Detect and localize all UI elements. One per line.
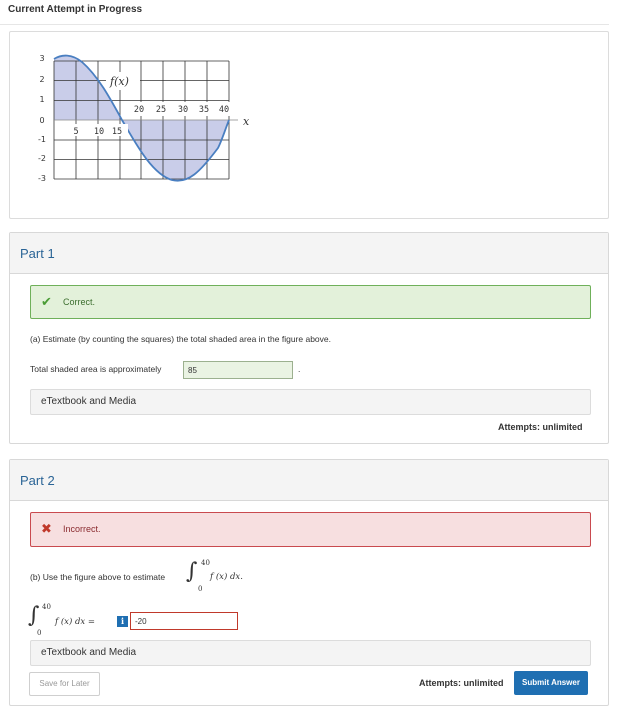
integral-upper-limit: 40 [201, 559, 210, 567]
part-2-title: Part 2 [20, 473, 55, 488]
answer-integral-sign: ∫ [28, 603, 40, 628]
x-tick-label: 35 [198, 105, 210, 115]
figure-panel [9, 31, 609, 219]
answer-lower-limit: 0 [37, 629, 42, 637]
y-tick-label: 0 [39, 116, 45, 125]
etextbook-media-1[interactable] [30, 389, 591, 415]
answer-a-input[interactable]: 85 [183, 361, 293, 379]
y-tick-label: 2 [39, 75, 45, 84]
feedback-text: Correct. [63, 297, 96, 307]
shaded-negative-region [122, 120, 229, 181]
function-label: f(x) [110, 75, 129, 88]
function-graph [10, 32, 608, 218]
x-tick-label: 25 [155, 105, 167, 115]
attempts-label-2: Attempts: unlimited [419, 678, 504, 688]
part-1-header [10, 233, 608, 274]
submit-answer-button[interactable]: Submit Answer [514, 671, 588, 695]
save-for-later-button[interactable]: Save for Later [29, 672, 100, 696]
incorrect-feedback [30, 512, 591, 547]
answer-b-label: f (x) dx = [55, 617, 96, 627]
etextbook-media-2[interactable] [30, 640, 591, 666]
header-title: Current Attempt in Progress [8, 4, 143, 15]
y-tick-label: -1 [38, 135, 46, 144]
question-b-text: (b) Use the figure above to estimate [30, 572, 166, 582]
integral-sign: ∫ [186, 559, 198, 584]
y-tick-label: -2 [38, 154, 46, 163]
answer-a-suffix: . [298, 364, 301, 374]
feedback-text: Incorrect. [63, 524, 101, 534]
correct-feedback [30, 285, 591, 319]
question-a-text: (a) Estimate (by counting the squares) the total shaded area in the figure above. [30, 334, 331, 344]
x-tick-label: 15 [111, 127, 123, 137]
integral-lower-limit: 0 [198, 585, 203, 593]
y-tick-label: 1 [39, 95, 45, 104]
x-tick-label: 20 [133, 105, 145, 115]
x-tick-label: 40 [218, 105, 230, 115]
x-mark-icon: ✖ [41, 521, 52, 536]
attempts-label-1: Attempts: unlimited [498, 422, 583, 432]
answer-a-label: Total shaded area is approximately [30, 364, 162, 374]
answer-upper-limit: 40 [42, 603, 51, 611]
question-b-integrand: f (x) dx. [210, 572, 243, 582]
info-icon[interactable]: i [117, 616, 128, 627]
etextbook-label: eTextbook and Media [41, 647, 137, 658]
header-divider [0, 24, 609, 25]
x-tick-label: 10 [93, 127, 105, 137]
answer-b-input[interactable]: -20 [130, 612, 238, 630]
part-1-title: Part 1 [20, 246, 55, 261]
check-icon: ✔ [41, 294, 52, 309]
x-tick-label: 30 [177, 105, 189, 115]
etextbook-label: eTextbook and Media [41, 396, 137, 407]
y-tick-label: 3 [39, 54, 45, 63]
x-axis-label: x [243, 115, 250, 128]
part-2-panel [9, 459, 609, 706]
part-2-header [10, 460, 608, 501]
x-tick-label: 5 [73, 127, 79, 137]
y-tick-label: -3 [38, 174, 46, 183]
part-1-panel [9, 232, 609, 444]
